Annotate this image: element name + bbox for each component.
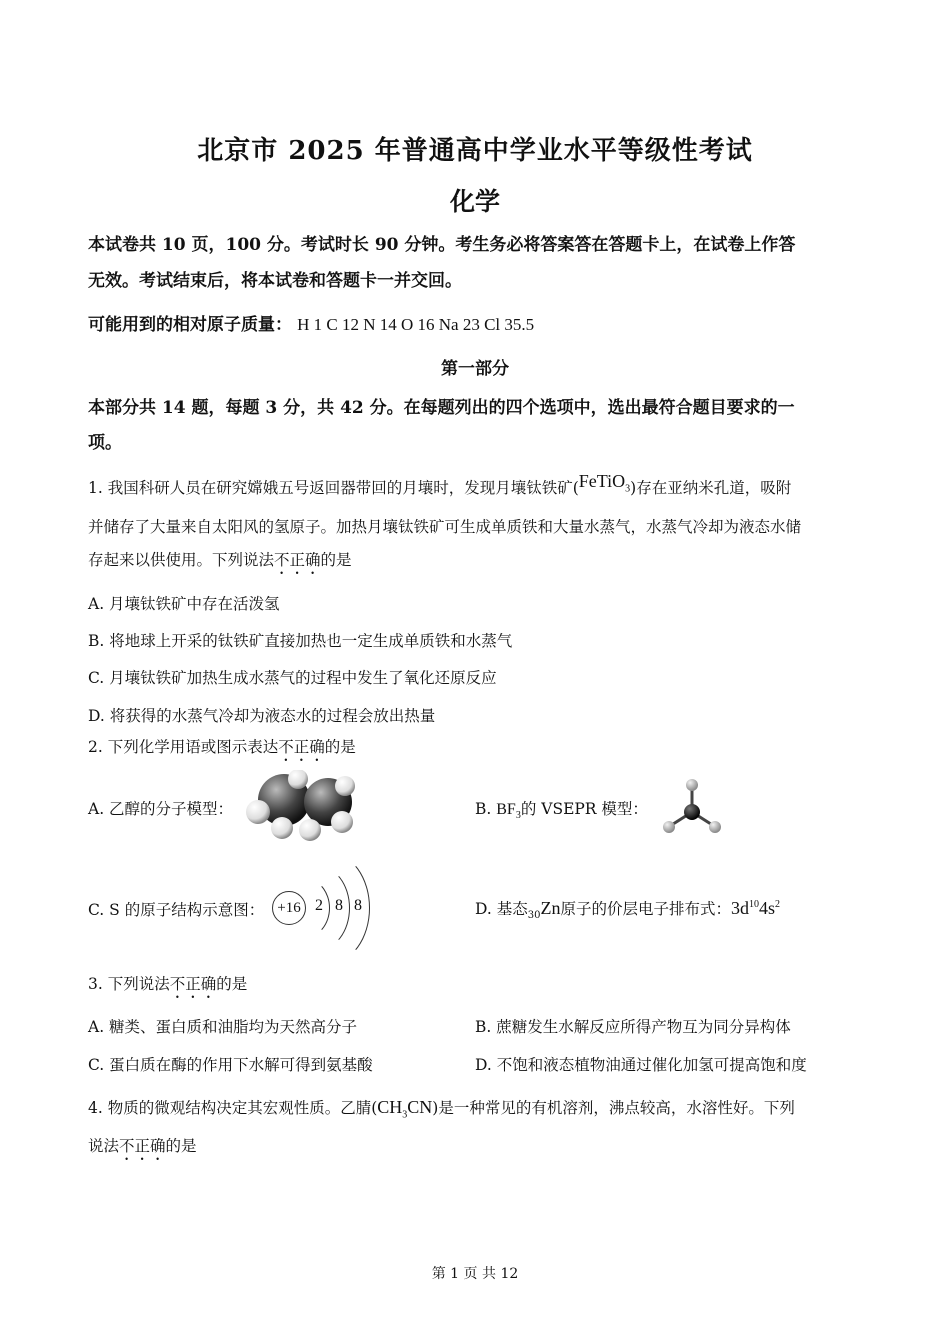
part-one-desc-1: 本部分共 14 题，每题 3 分，共 42 分。在每题列出的四个选项中，选出最符合题目要求的一 bbox=[88, 398, 795, 418]
hydrogen-atom bbox=[246, 800, 270, 824]
formula-ch: CH bbox=[377, 1097, 403, 1117]
q1-option-d[interactable]: D. 将获得的水蒸气冷却为液态水的过程会放出热量 bbox=[88, 707, 436, 725]
q3-stem-a: 3. 下列说法 bbox=[88, 975, 170, 993]
zn-mass-number: 30 bbox=[527, 910, 541, 922]
q1-stem-line-3 bbox=[88, 548, 352, 578]
config-4s: 4s bbox=[758, 898, 775, 918]
q2-option-c[interactable]: C. S 的原子结构示意图： bbox=[88, 901, 265, 919]
q2-optb-suffix: 的 VSEPR 模型： bbox=[520, 800, 648, 818]
q1-stem-line-1 bbox=[88, 471, 792, 501]
boron-atom bbox=[684, 804, 700, 820]
shell-electron-count: 8 bbox=[354, 897, 362, 914]
q4-stem-line-2 bbox=[88, 1134, 197, 1164]
acetonitrile-formula bbox=[377, 1097, 433, 1121]
fluorine-atom bbox=[686, 779, 698, 791]
hydrogen-atom bbox=[331, 811, 353, 833]
shell-electron-count: 2 bbox=[315, 897, 323, 914]
formula-cn: CN bbox=[407, 1097, 433, 1117]
q2-stem-b: 的是 bbox=[324, 738, 356, 756]
instructions-line-2: 无效。考试结束后，将本试卷和答题卡一并交回。 bbox=[88, 271, 462, 291]
q2-option-b[interactable] bbox=[475, 797, 648, 821]
q4-emphasis: 不正确 bbox=[119, 1137, 166, 1155]
q1-formula-sub: 3 bbox=[625, 483, 631, 495]
q2-option-d[interactable] bbox=[475, 897, 780, 921]
q1-line3-a: 存起来以供使用。下列说法 bbox=[88, 551, 275, 569]
q2-optd-b: 原子的价层电子排布式： bbox=[560, 900, 731, 918]
q1-option-b[interactable]: B. 将地球上开采的钛铁矿直接加热也一定生成单质铁和水蒸气 bbox=[88, 632, 513, 650]
instructions-line-1: 本试卷共 10 页，100 分。考试时长 90 分钟。考生务必将答案答在答题卡上，在试卷上作答 bbox=[88, 235, 796, 255]
ethanol-model-image bbox=[240, 770, 360, 842]
q4-line2-b: 的是 bbox=[165, 1137, 197, 1155]
q1-option-a[interactable]: A. 月壤钛铁矿中存在活泼氢 bbox=[88, 595, 280, 613]
bf3-formula bbox=[496, 801, 521, 822]
zn-electron-config bbox=[731, 898, 780, 918]
q4-stem-line-1 bbox=[88, 1096, 795, 1121]
q3-stem-b: 的是 bbox=[216, 975, 248, 993]
zn-symbol: Zn bbox=[540, 898, 561, 918]
config-3d-sup: 10 bbox=[748, 899, 759, 910]
hydrogen-atom bbox=[335, 776, 355, 796]
formula-sub: 3 bbox=[402, 1109, 408, 1121]
page-footer: 第 1 页 共 12 bbox=[431, 1266, 519, 1282]
q1-stem-a: 1. 我国科研人员在研究嫦娥五号返回器带回的月壤时，发现月壤钛铁矿( bbox=[88, 479, 579, 497]
page-title: 北京市 2025 年普通高中学业水平等级性考试 bbox=[197, 136, 753, 166]
q1-formula-main: FeTiO bbox=[578, 471, 626, 491]
q2-option-a[interactable]: A. 乙醇的分子模型： bbox=[88, 800, 234, 818]
q2-stem-a: 2. 下列化学用语或图示表达 bbox=[88, 738, 279, 756]
q1-stem-b: )存在亚纳米孔道，吸附 bbox=[630, 479, 792, 497]
subject-title: 化学 bbox=[449, 187, 500, 216]
atomic-mass-label: 可能用到的相对原子质量： bbox=[88, 315, 292, 335]
q3-emphasis: 不正确 bbox=[169, 975, 217, 993]
q3-option-b[interactable]: B. 蔗糖发生水解反应所得产物互为同分异构体 bbox=[475, 1018, 791, 1036]
shell-electron-count: 8 bbox=[335, 897, 343, 914]
bf3-vsepr-model-image bbox=[658, 776, 728, 840]
hydrogen-atom bbox=[299, 819, 321, 841]
q2-optd-a: D. 基态 bbox=[475, 900, 528, 918]
part-one-title: 第一部分 bbox=[441, 359, 509, 379]
bf3-formula-sub: 3 bbox=[515, 810, 521, 822]
fluorine-atom bbox=[709, 821, 721, 833]
q3-option-a[interactable]: A. 糖类、蛋白质和油脂均为天然高分子 bbox=[88, 1018, 358, 1036]
q1-line3-b: 的是 bbox=[320, 551, 352, 569]
q4-stem-b: )是一种常见的有机溶剂，沸点较高，水溶性好。下列 bbox=[432, 1099, 795, 1117]
q2-emphasis: 不正确 bbox=[278, 738, 325, 756]
q2-stem bbox=[88, 735, 356, 765]
q2-optb-prefix: B. bbox=[475, 800, 497, 818]
q1-emphasis: 不正确 bbox=[274, 551, 321, 569]
config-3d: 3d bbox=[730, 898, 749, 918]
sulfur-atom-structure-diagram bbox=[270, 852, 380, 962]
nucleus: +16 bbox=[272, 891, 306, 925]
q1-option-c[interactable]: C. 月壤钛铁矿加热生成水蒸气的过程中发生了氧化还原反应 bbox=[88, 669, 497, 687]
q3-option-c[interactable]: C. 蛋白质在酶的作用下水解可得到氨基酸 bbox=[88, 1056, 373, 1074]
q4-line2-a: 说法 bbox=[88, 1137, 120, 1155]
q1-stem-line-2: 并储存了大量来自太阳风的氢原子。加热月壤钛铁矿可生成单质铁和大量水蒸气，水蒸气冷却为液态水储 bbox=[88, 518, 802, 536]
q3-stem bbox=[88, 972, 247, 1002]
fluorine-atom bbox=[663, 821, 675, 833]
q4-stem-a: 4. 物质的微观结构决定其宏观性质。乙腈( bbox=[88, 1099, 378, 1117]
bf3-formula-main: BF bbox=[496, 801, 516, 818]
atomic-mass-line bbox=[88, 310, 534, 335]
config-4s-sup: 2 bbox=[775, 899, 780, 910]
q1-formula bbox=[578, 471, 631, 495]
part-one-desc-2: 项。 bbox=[88, 433, 122, 453]
q3-option-d[interactable]: D. 不饱和液态植物油通过催化加氢可提高饱和度 bbox=[475, 1056, 807, 1074]
atomic-mass-values: H 1 C 12 N 14 O 16 Na 23 Cl 35.5 bbox=[297, 315, 535, 334]
hydrogen-atom bbox=[271, 817, 293, 839]
